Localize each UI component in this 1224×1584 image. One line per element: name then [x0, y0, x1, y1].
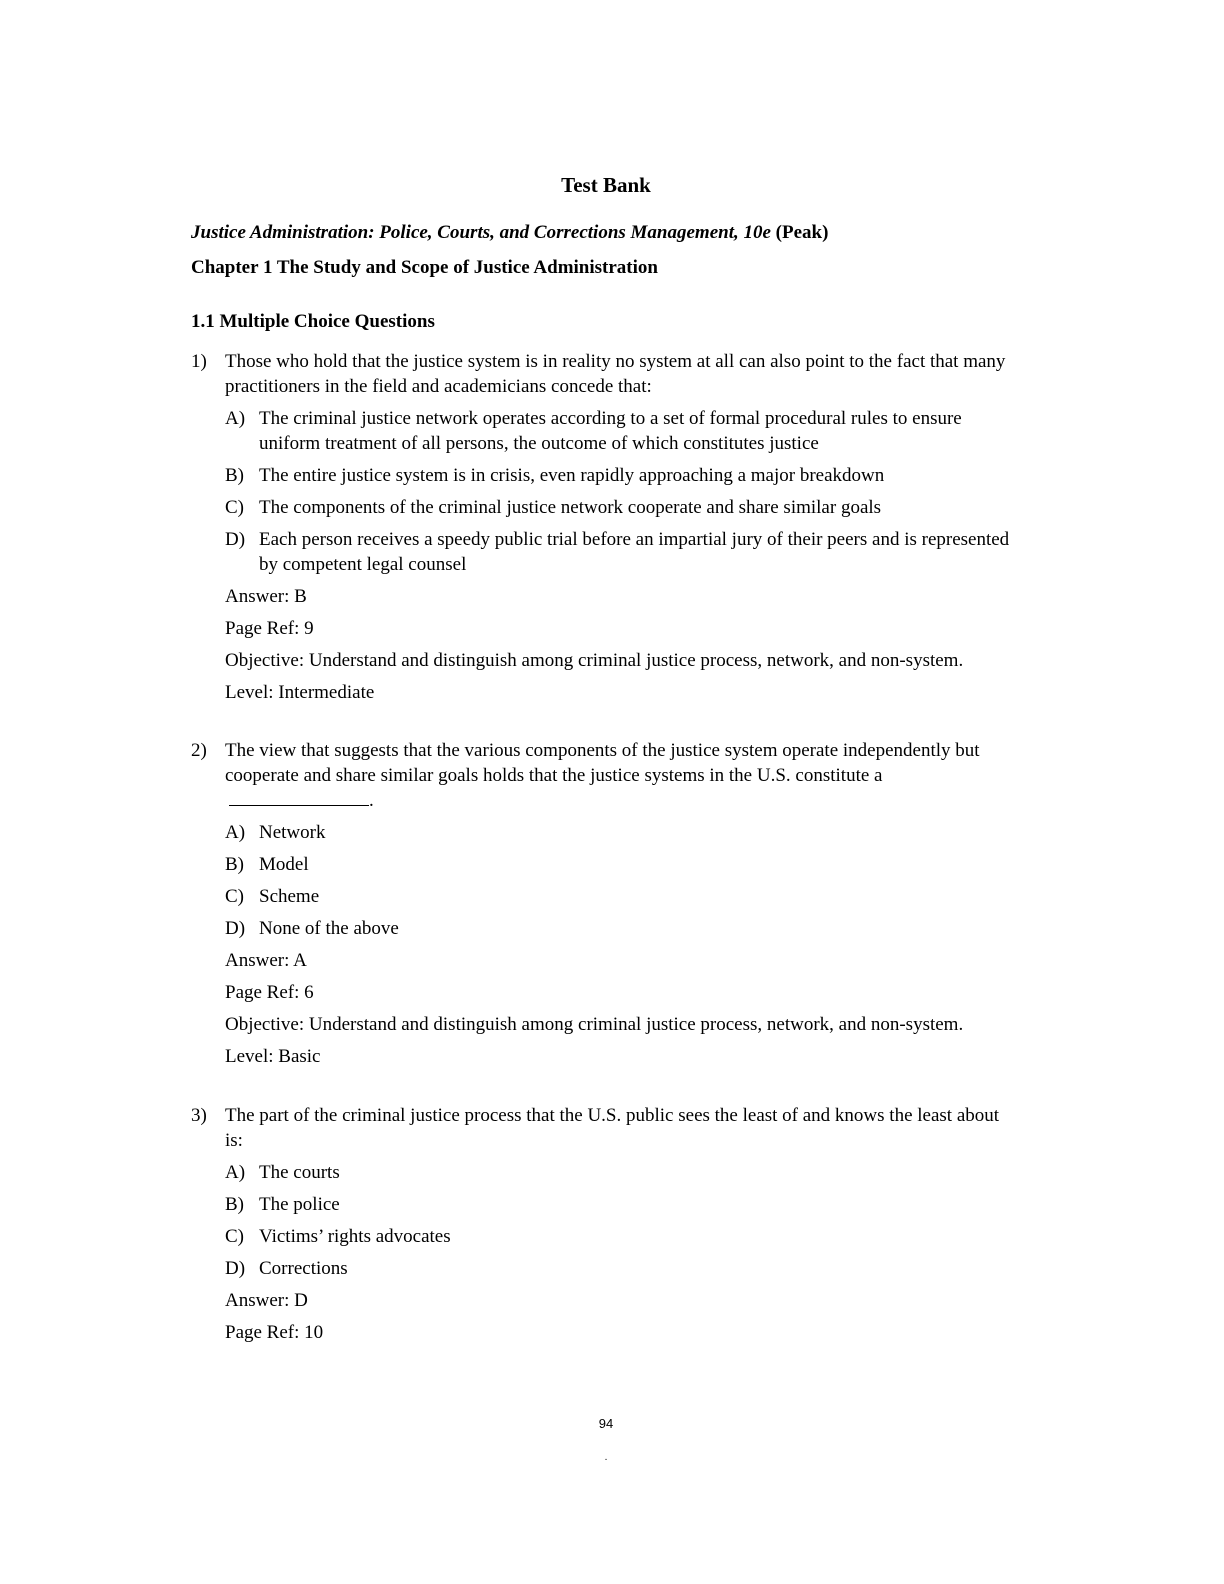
option-c: [225, 884, 1021, 909]
level: Level: Basic: [225, 1046, 321, 1067]
page-number: 94: [598, 1416, 614, 1431]
fill-in-blank: [229, 789, 369, 806]
option-text: The entire justice system is in crisis, even rapidly approaching a major breakdown: [259, 465, 885, 486]
book-author: (Peak): [770, 222, 829, 243]
option-letter: B): [225, 465, 244, 486]
objective: Objective: Understand and distinguish among criminal justice process, network, and non-system.: [225, 1014, 964, 1035]
option-text: Corrections: [259, 1258, 348, 1279]
option-letter: C): [225, 886, 244, 907]
question-text: The part of the criminal justice process that the U.S. public sees the least of and knows the least about is:: [225, 1105, 1000, 1151]
page-ref: Page Ref: 10: [225, 1322, 324, 1343]
option-letter: B): [225, 1194, 244, 1215]
option-letter: A): [225, 1162, 246, 1183]
option-a: [225, 1160, 1021, 1185]
question-3: [191, 1103, 1021, 1345]
option-a: [225, 406, 1021, 456]
page-ref: Page Ref: 6: [225, 982, 314, 1003]
option-d: [225, 1256, 1021, 1281]
option-text: Victims’ rights advocates: [259, 1226, 451, 1247]
book-title: Justice Administration: Police, Courts, and Corrections Management, 10e: [191, 222, 771, 243]
page-title: Test Bank: [561, 173, 651, 197]
option-letter: A): [225, 822, 246, 843]
option-b: [225, 463, 1021, 488]
question-2: [191, 738, 1021, 1069]
question-number: 3): [191, 1105, 207, 1126]
option-text: Network: [259, 822, 326, 843]
option-text: The components of the criminal justice network cooperate and share similar goals: [259, 497, 882, 518]
option-b: [225, 852, 1021, 877]
option-text: Model: [259, 854, 309, 875]
question-text-wrap: [225, 738, 1021, 813]
option-letter: D): [225, 529, 246, 550]
option-letter: D): [225, 918, 246, 939]
option-c: [225, 1224, 1021, 1249]
question-number: 1): [191, 351, 207, 372]
level: Level: Intermediate: [225, 682, 375, 703]
answer: Answer: A: [225, 950, 307, 971]
option-letter: B): [225, 854, 244, 875]
option-c: [225, 495, 1021, 520]
question-1: [191, 349, 1021, 705]
page-ref: Page Ref: 9: [225, 618, 314, 639]
option-a: [225, 820, 1021, 845]
option-text: Each person receives a speedy public trial before an impartial jury of their peers and is represented by competent legal counsel: [259, 529, 1010, 575]
answer: Answer: B: [225, 586, 307, 607]
option-text: The courts: [259, 1162, 340, 1183]
option-letter: A): [225, 408, 246, 429]
option-text: None of the above: [259, 918, 399, 939]
book-title-line: [191, 222, 828, 244]
question-text-end: .: [369, 790, 374, 811]
option-text: Scheme: [259, 886, 320, 907]
option-letter: D): [225, 1258, 246, 1279]
question-text: Those who hold that the justice system is in reality no system at all can also point to the fact that many practitioners in the field and academicians concede that:: [225, 351, 1006, 397]
footer-dot: .: [604, 1452, 608, 1463]
option-d: [225, 527, 1021, 577]
option-letter: C): [225, 497, 244, 518]
option-text: The criminal justice network operates according to a set of formal procedural rules to ensure uniform treatment of all persons, the outcome of which constitutes justice: [259, 408, 962, 454]
question-number: 2): [191, 740, 207, 761]
section-heading: 1.1 Multiple Choice Questions: [191, 311, 435, 332]
option-b: [225, 1192, 1021, 1217]
option-d: [225, 916, 1021, 941]
option-text: The police: [259, 1194, 340, 1215]
option-letter: C): [225, 1226, 244, 1247]
answer: Answer: D: [225, 1290, 308, 1311]
chapter-heading: Chapter 1 The Study and Scope of Justice Administration: [191, 257, 658, 278]
question-text: The view that suggests that the various components of the justice system operate independently but cooperate and share similar goals holds that the justice systems in the U.S. constitute a: [225, 740, 980, 786]
objective: Objective: Understand and distinguish among criminal justice process, network, and non-system.: [225, 650, 964, 671]
